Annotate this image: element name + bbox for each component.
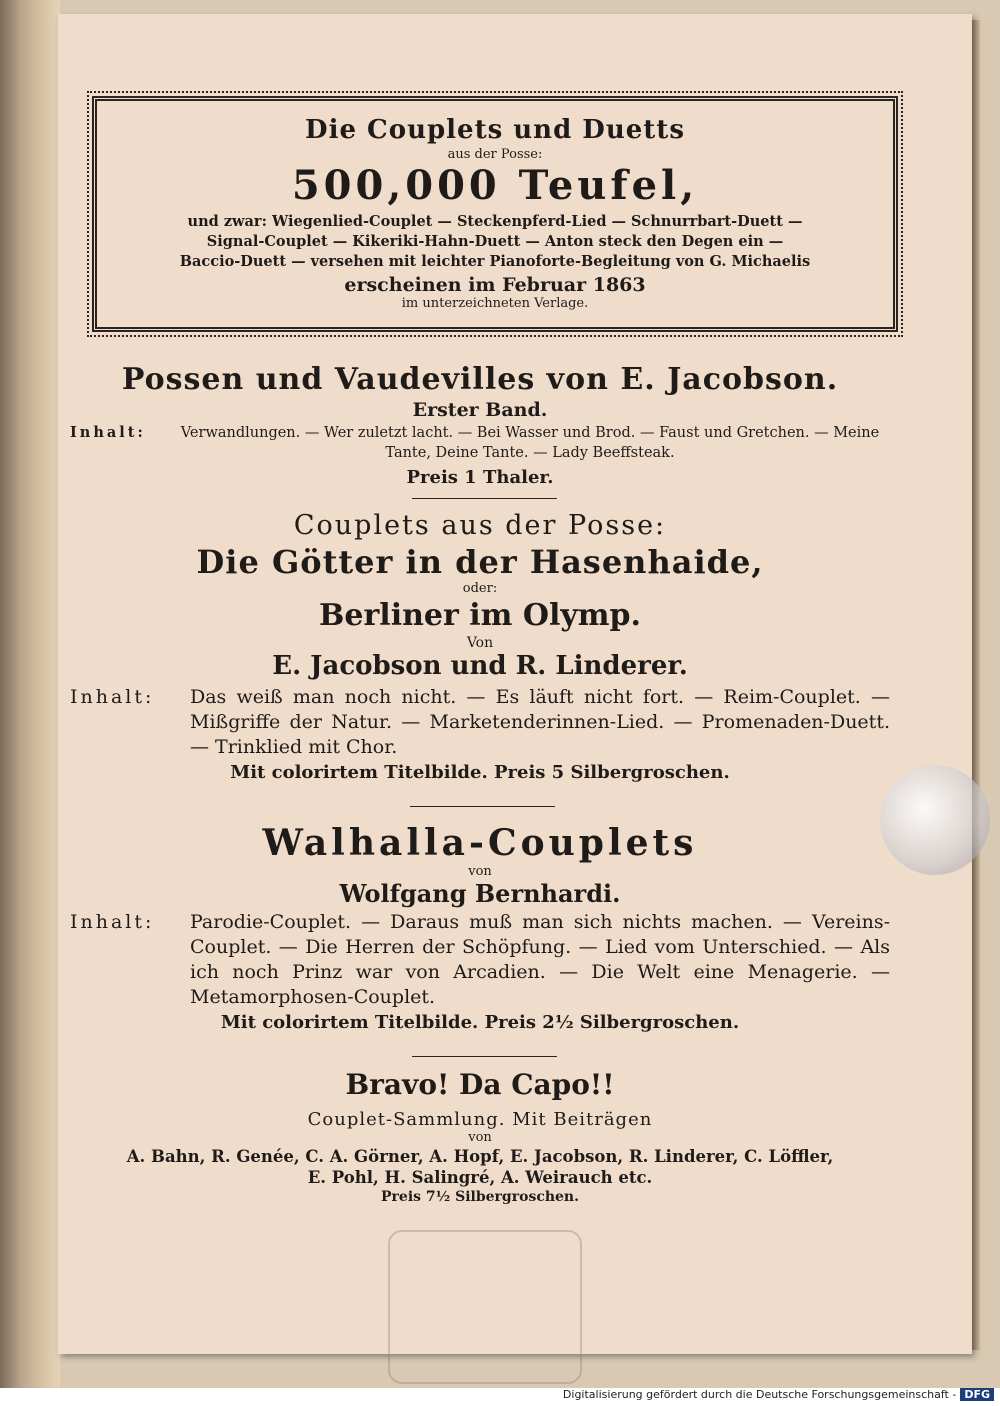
section-possen: [70, 362, 890, 488]
divider-1: [412, 498, 557, 499]
section2-von: Von: [466, 635, 494, 651]
section3-author: Wolfgang Bernhardi.: [339, 879, 621, 908]
section-bravo: [70, 1068, 890, 1205]
section1-title: Possen und Vaudevilles von E. Jacobson.: [121, 362, 839, 397]
section4-price: Preis 7½ Silbergroschen.: [381, 1189, 579, 1205]
section2-subtitle: Berliner im Olymp.: [319, 598, 641, 633]
section1-price: Preis 1 Thaler.: [406, 467, 554, 488]
box-list-3: Baccio-Duett — versehen mit leichter Pianoforte-Begleitung von G. Michaelis: [179, 253, 811, 270]
section4-title: Bravo! Da Capo!!: [345, 1068, 615, 1101]
section2-line1: Couplets aus der Posse:: [293, 510, 667, 541]
section3-price: Mit colorirtem Titelbilde. Preis 2½ Silbergroschen.: [220, 1012, 740, 1033]
section1-volume: Erster Band.: [412, 399, 548, 421]
box-heading: Die Couplets und Duetts: [305, 115, 685, 145]
box-subheading: aus der Posse:: [447, 147, 543, 162]
section2-inhalt: Das weiß man noch nicht. — Es läuft nicht fort. — Reim-Couplet. — Mißgriffe der Natur. — Marketenderinnen-Lied. — Promenaden-Duett. — Trinklied mit Chor.: [190, 686, 890, 758]
divider-2: [410, 806, 555, 807]
divider-3: [412, 1056, 557, 1057]
section-walhalla: [70, 822, 890, 1033]
box-appear: erscheinen im Februar 1863: [344, 274, 646, 296]
section-goetter: [70, 510, 890, 783]
box-publisher: im unterzeichneten Verlage.: [401, 296, 589, 311]
page-clip: [880, 765, 990, 875]
section2-title: Die Götter in der Hasenhaide,: [196, 543, 764, 581]
section3-title: Walhalla-Couplets: [262, 822, 698, 864]
section1-inhalt: Verwandlungen. — Wer zuletzt lacht. — Bei Wasser und Brod. — Faust und Gretchen. — Meine Tante, Deine Tante. — Lady Beeffsteak.: [180, 425, 880, 461]
box-list-1: und zwar: Wiegenlied-Couplet — Steckenpferd-Lied — Schnurrbart-Duett —: [187, 213, 803, 230]
section1-inhalt-label: Inhalt:: [70, 424, 146, 441]
box-list-2: Signal-Couplet — Kikeriki-Hahn-Duett — Anton steck den Degen ein —: [206, 233, 784, 250]
footer-bar: [0, 1388, 1000, 1406]
section4-authors-2: E. Pohl, H. Salingré, A. Weirauch etc.: [307, 1168, 653, 1187]
section3-von: von: [468, 864, 492, 879]
section2-inhalt-label: Inhalt:: [70, 686, 155, 708]
section4-von: von: [468, 1130, 492, 1145]
page-edge: [972, 20, 980, 1350]
section3-inhalt-label: Inhalt:: [70, 911, 155, 933]
section4-authors-1: A. Bahn, R. Genée, C. A. Görner, A. Hopf, E. Jacobson, R. Linderer, C. Löffler,: [126, 1147, 834, 1166]
footer-text: Digitalisierung gefördert durch die Deutsche Forschungsgemeinschaft -: [562, 1388, 957, 1401]
section2-oder: oder:: [462, 581, 498, 596]
box-title: 500,000 Teufel,: [291, 162, 699, 209]
announcement-box: [92, 96, 898, 332]
section4-subtitle: Couplet-Sammlung. Mit Beiträgen: [307, 1109, 653, 1130]
section3-inhalt: Parodie-Couplet. — Daraus muß man sich nichts machen. — Vereins-Couplet. — Die Herren der Schöpfung. — Lied vom Unterschied. — Als ich noch Prinz war von Arcadien. — Die Welt eine Menagerie. — Metamorphosen-Couplet.: [190, 911, 890, 1008]
section2-price: Mit colorirtem Titelbilde. Preis 5 Silbergroschen.: [230, 762, 730, 783]
dfg-logo: DFG: [960, 1388, 994, 1401]
book-spine: [0, 0, 60, 1388]
library-stamp: [388, 1230, 582, 1384]
section2-authors: E. Jacobson und R. Linderer.: [272, 651, 688, 681]
